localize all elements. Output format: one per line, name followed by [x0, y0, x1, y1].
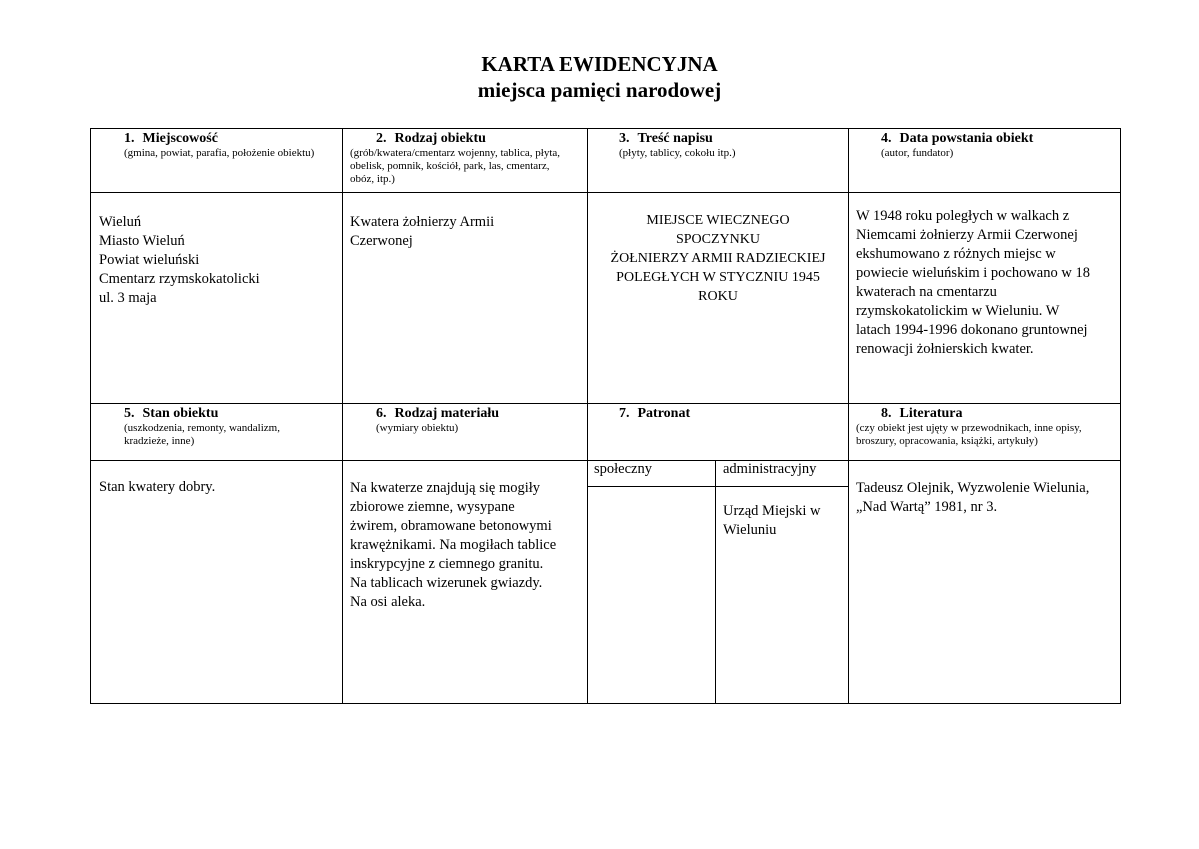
patronat-spoleczny-label: społeczny [594, 461, 652, 477]
column-divider-1 [342, 128, 343, 704]
column-divider-2 [587, 128, 588, 704]
table-bottom-border [90, 703, 1120, 704]
value-miejscowosc: Wieluń Miasto Wieluń Powiat wieluński Cmentarz rzymskokatolicki ul. 3 maja [99, 214, 260, 306]
header-row1-divider [90, 192, 1120, 193]
value-stan-obiektu: Stan kwatery dobry. [99, 479, 216, 495]
header-data-powstania: 4. Data powstania obiekt (autor, fundator) [881, 131, 1034, 159]
value-rodzaj-obiektu: Kwatera żołnierzy Armii Czerwonej [350, 214, 495, 249]
value-data-powstania: W 1948 roku poległych w walkach z Niemcami żołnierzy Armii Czerwonej ekshumowano z różnych miejsc w powiecie wieluńskim i pochowano w 18 kwaterach na cmentarzu rzymskokatolickim w Wieluniu. W latach 1994-1996 dokonano gruntownej renowacji żołnierskich kwater. [856, 208, 1090, 357]
header-stan-obiektu: 5. Stan obiektu (uszkodzenia, remonty, wandalizm, kradzieże, inne) [124, 406, 280, 447]
patronat-administracyjny-label: administracyjny [723, 461, 817, 477]
value-rodzaj-materialu: Na kwaterze znajdują się mogiły zbiorowe ziemne, wysypane żwirem, obramowane betonowymi krawężnikami. Na mogiłach tablice inskrypcyjne z ciemnego granitu. Na tablicach wizerunek gwiazdy. Na osi aleka. [350, 480, 557, 610]
header-miejscowosc: 1. Miejscowość (gmina, powiat, parafia, położenie obiektu) [124, 131, 315, 159]
patronat-subheader-divider [587, 486, 848, 487]
header-rodzaj-obiektu: 2. Rodzaj obiektu (grób/kwatera/cmentarz wojenny, tablica, płyta, obelisk, pomnik, kościół, park, las, cmentarz, obóz, itp.) [350, 131, 561, 185]
table-right-border [1120, 128, 1121, 704]
value-literatura: Tadeusz Olejnik, Wyzwolenie Wielunia, „Nad Wartą” 1981, nr 3. [856, 480, 1090, 515]
header-literatura: 8. Literatura (czy obiekt jest ujęty w przewodnikach, inne opisy, broszury, opracowania, książki, artykuły) [856, 406, 1082, 447]
row-divider [90, 403, 1120, 404]
table-left-border [90, 128, 91, 704]
value-patronat-administracyjny: Urząd Miejski w Wieluniu [723, 503, 821, 538]
header-tresc-napisu: 3. Treść napisu (płyty, tablicy, cokołu itp.) [619, 131, 736, 159]
patronat-column-divider [715, 460, 716, 704]
table-top-border [90, 128, 1120, 129]
value-tresc-napisu: MIEJSCE WIECZNEGO SPOCZYNKU ŻOŁNIERZY ARMII RADZIECKIEJ POLEGŁYCH W STYCZNIU 1945 ROKU [610, 213, 826, 304]
header-rodzaj-materialu: 6. Rodzaj materiału (wymiary obiektu) [376, 406, 500, 434]
header-patronat: 7. Patronat [619, 406, 691, 421]
document-title: KARTA EWIDENCYJNA [481, 52, 718, 76]
document-subtitle: miejsca pamięci narodowej [477, 78, 722, 102]
column-divider-3 [848, 128, 849, 704]
